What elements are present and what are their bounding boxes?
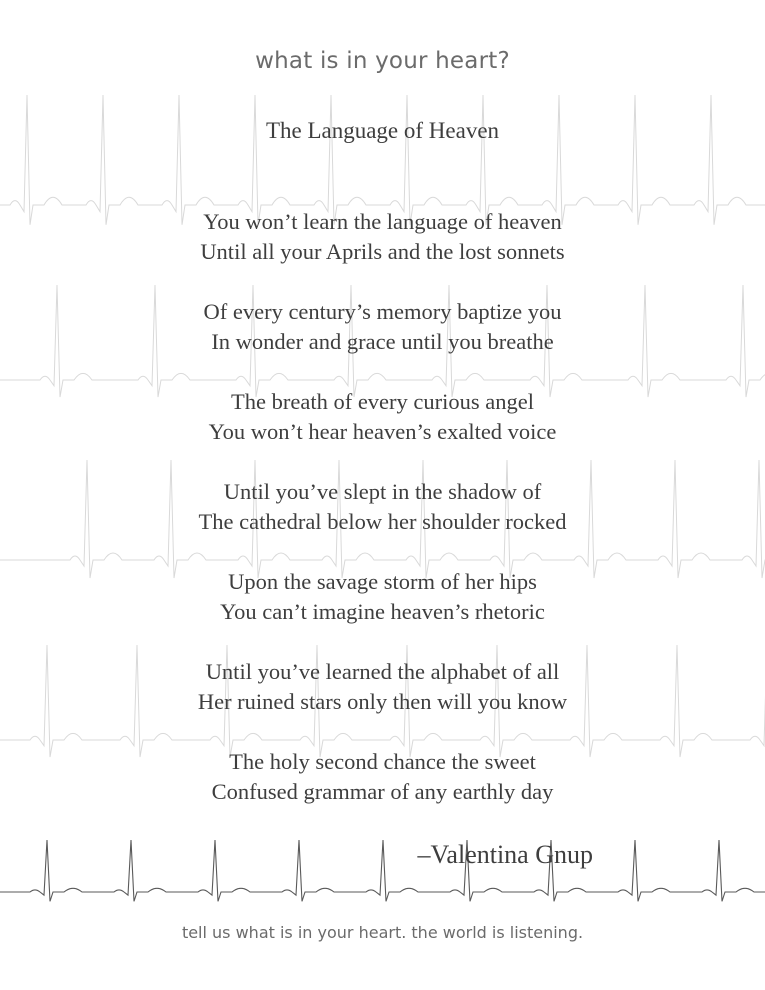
poem-line: Until all your Aprils and the lost sonnets (200, 239, 565, 264)
header-tagline: what is in your heart? (255, 48, 510, 74)
poem-line: Until you’ve slept in the shadow of (223, 479, 542, 504)
poem-line: In wonder and grace until you breathe (211, 329, 554, 354)
heartbeat-line-icon (0, 840, 765, 901)
heartbeat-line-icon (0, 95, 765, 225)
poem-line: Until you’ve learned the alphabet of all (205, 659, 560, 684)
poem-line: You won’t hear heaven’s exalted voice (208, 419, 557, 444)
poem-line: Confused grammar of any earthly day (211, 779, 554, 804)
poem-line: You can’t imagine heaven’s rhetoric (220, 599, 545, 624)
poem-line: The breath of every curious angel (231, 389, 534, 414)
poem-body (0, 207, 765, 837)
poem-line: You won’t learn the language of heaven (203, 209, 562, 234)
poem-line: Of every century’s memory baptize you (203, 299, 562, 324)
poem-line: The cathedral below her shoulder rocked (198, 509, 567, 534)
stanza (0, 297, 765, 357)
stanza (0, 567, 765, 627)
stanza (0, 207, 765, 267)
poem-line: Her ruined stars only then will you know (197, 689, 568, 714)
poem-author: –Valentina Gnup (417, 840, 593, 869)
poem-line: The holy second chance the sweet (229, 749, 536, 774)
stanza (0, 747, 765, 807)
stanza (0, 387, 765, 447)
poem-title: The Language of Heaven (265, 118, 500, 143)
footer-tagline: tell us what is in your heart. the world is listening. (181, 923, 584, 942)
poem-line: Upon the savage storm of her hips (228, 569, 537, 594)
stanza (0, 657, 765, 717)
stanza (0, 477, 765, 537)
